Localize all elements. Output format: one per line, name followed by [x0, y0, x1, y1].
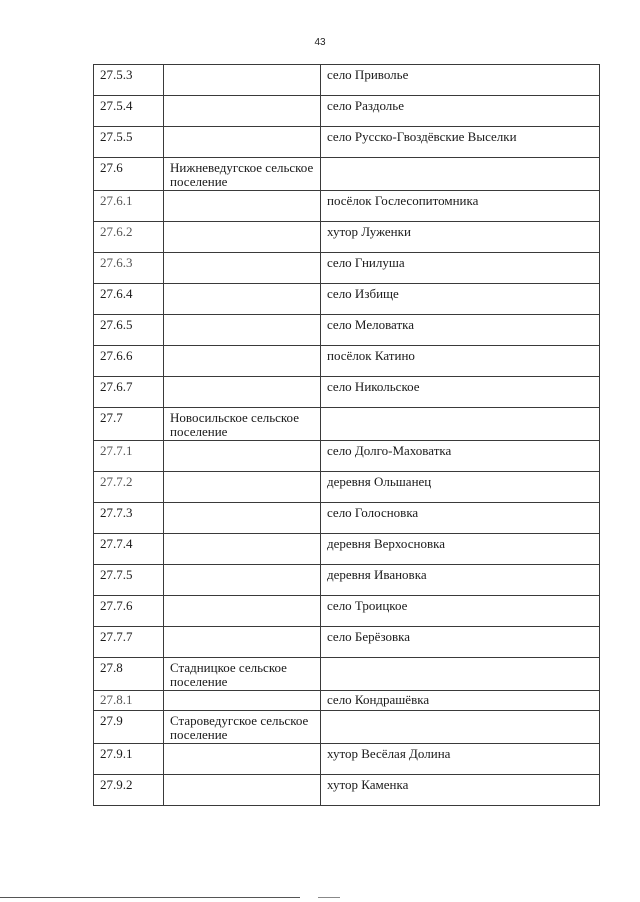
- locality-cell: село Меловатка: [321, 315, 600, 346]
- settlement-cell: [164, 472, 321, 503]
- locality-cell: село Троицкое: [321, 596, 600, 627]
- table-row: [94, 315, 600, 346]
- table-row: [94, 158, 600, 191]
- settlement-cell: [164, 65, 321, 96]
- footer-rule-fragment: [318, 897, 340, 898]
- locality-cell: [321, 408, 600, 441]
- table-row: [94, 744, 600, 775]
- settlement-cell: [164, 534, 321, 565]
- code-cell: 27.5.4: [94, 96, 164, 127]
- locality-cell: село Голосновка: [321, 503, 600, 534]
- locality-cell: деревня Ольшанец: [321, 472, 600, 503]
- code-cell: 27.6.3: [94, 253, 164, 284]
- locality-cell: [321, 658, 600, 691]
- locality-cell: деревня Верхосновка: [321, 534, 600, 565]
- locality-cell: деревня Ивановка: [321, 565, 600, 596]
- table-row: [94, 534, 600, 565]
- settlements-table: [93, 64, 600, 806]
- code-cell: 27.7.1: [94, 441, 164, 472]
- footer-rule: [0, 897, 300, 898]
- locality-cell: посёлок Гослесопитомника: [321, 191, 600, 222]
- table-row: [94, 191, 600, 222]
- settlement-cell: [164, 627, 321, 658]
- locality-cell: село Никольское: [321, 377, 600, 408]
- locality-cell: село Избище: [321, 284, 600, 315]
- code-cell: 27.7.6: [94, 596, 164, 627]
- locality-cell: село Раздолье: [321, 96, 600, 127]
- settlement-cell: [164, 284, 321, 315]
- settlement-cell: [164, 315, 321, 346]
- settlement-cell: [164, 346, 321, 377]
- table-row: [94, 284, 600, 315]
- table-row: [94, 596, 600, 627]
- code-cell: 27.8.1: [94, 691, 164, 711]
- table-row: [94, 377, 600, 408]
- code-cell: 27.9.1: [94, 744, 164, 775]
- settlement-cell: Новосильское сельское поселение: [164, 408, 321, 441]
- settlement-cell: [164, 96, 321, 127]
- locality-cell: село Берёзовка: [321, 627, 600, 658]
- settlement-cell: [164, 377, 321, 408]
- settlement-cell: [164, 565, 321, 596]
- locality-cell: хутор Каменка: [321, 775, 600, 806]
- code-cell: 27.6.5: [94, 315, 164, 346]
- code-cell: 27.7.2: [94, 472, 164, 503]
- settlement-cell: Нижневедугское сельское поселение: [164, 158, 321, 191]
- table-row: [94, 711, 600, 744]
- settlement-cell: [164, 441, 321, 472]
- code-cell: 27.6.6: [94, 346, 164, 377]
- code-cell: 27.6: [94, 158, 164, 191]
- table-row: [94, 691, 600, 711]
- table-row: [94, 408, 600, 441]
- code-cell: 27.7.4: [94, 534, 164, 565]
- code-cell: 27.7.7: [94, 627, 164, 658]
- table-row: [94, 441, 600, 472]
- locality-cell: село Приволье: [321, 65, 600, 96]
- code-cell: 27.5.3: [94, 65, 164, 96]
- table-row: [94, 472, 600, 503]
- table-row: [94, 253, 600, 284]
- settlement-cell: [164, 744, 321, 775]
- code-cell: 27.5.5: [94, 127, 164, 158]
- locality-cell: посёлок Катино: [321, 346, 600, 377]
- locality-cell: хутор Весёлая Долина: [321, 744, 600, 775]
- settlement-cell: Староведугское сельское поселение: [164, 711, 321, 744]
- settlement-cell: [164, 503, 321, 534]
- table-row: [94, 222, 600, 253]
- settlement-cell: [164, 222, 321, 253]
- locality-cell: село Гнилуша: [321, 253, 600, 284]
- table-row: [94, 346, 600, 377]
- code-cell: 27.7.5: [94, 565, 164, 596]
- code-cell: 27.6.1: [94, 191, 164, 222]
- code-cell: 27.6.4: [94, 284, 164, 315]
- code-cell: 27.9: [94, 711, 164, 744]
- table-row: [94, 96, 600, 127]
- settlement-cell: Стадницкое сельское поселение: [164, 658, 321, 691]
- code-cell: 27.6.7: [94, 377, 164, 408]
- locality-cell: село Долго-Маховатка: [321, 441, 600, 472]
- settlement-cell: [164, 691, 321, 711]
- settlement-cell: [164, 127, 321, 158]
- locality-cell: село Кондрашёвка: [321, 691, 600, 711]
- table-row: [94, 627, 600, 658]
- page-number: 43: [314, 37, 326, 48]
- settlement-cell: [164, 191, 321, 222]
- table-row: [94, 503, 600, 534]
- table-row: [94, 775, 600, 806]
- settlement-cell: [164, 775, 321, 806]
- code-cell: 27.9.2: [94, 775, 164, 806]
- settlement-cell: [164, 253, 321, 284]
- locality-cell: село Русско-Гвоздёвские Выселки: [321, 127, 600, 158]
- table-row: [94, 127, 600, 158]
- table-row: [94, 565, 600, 596]
- locality-cell: хутор Луженки: [321, 222, 600, 253]
- table-row: [94, 65, 600, 96]
- locality-cell: [321, 711, 600, 744]
- code-cell: 27.7: [94, 408, 164, 441]
- code-cell: 27.6.2: [94, 222, 164, 253]
- code-cell: 27.7.3: [94, 503, 164, 534]
- settlement-cell: [164, 596, 321, 627]
- table-row: [94, 658, 600, 691]
- locality-cell: [321, 158, 600, 191]
- code-cell: 27.8: [94, 658, 164, 691]
